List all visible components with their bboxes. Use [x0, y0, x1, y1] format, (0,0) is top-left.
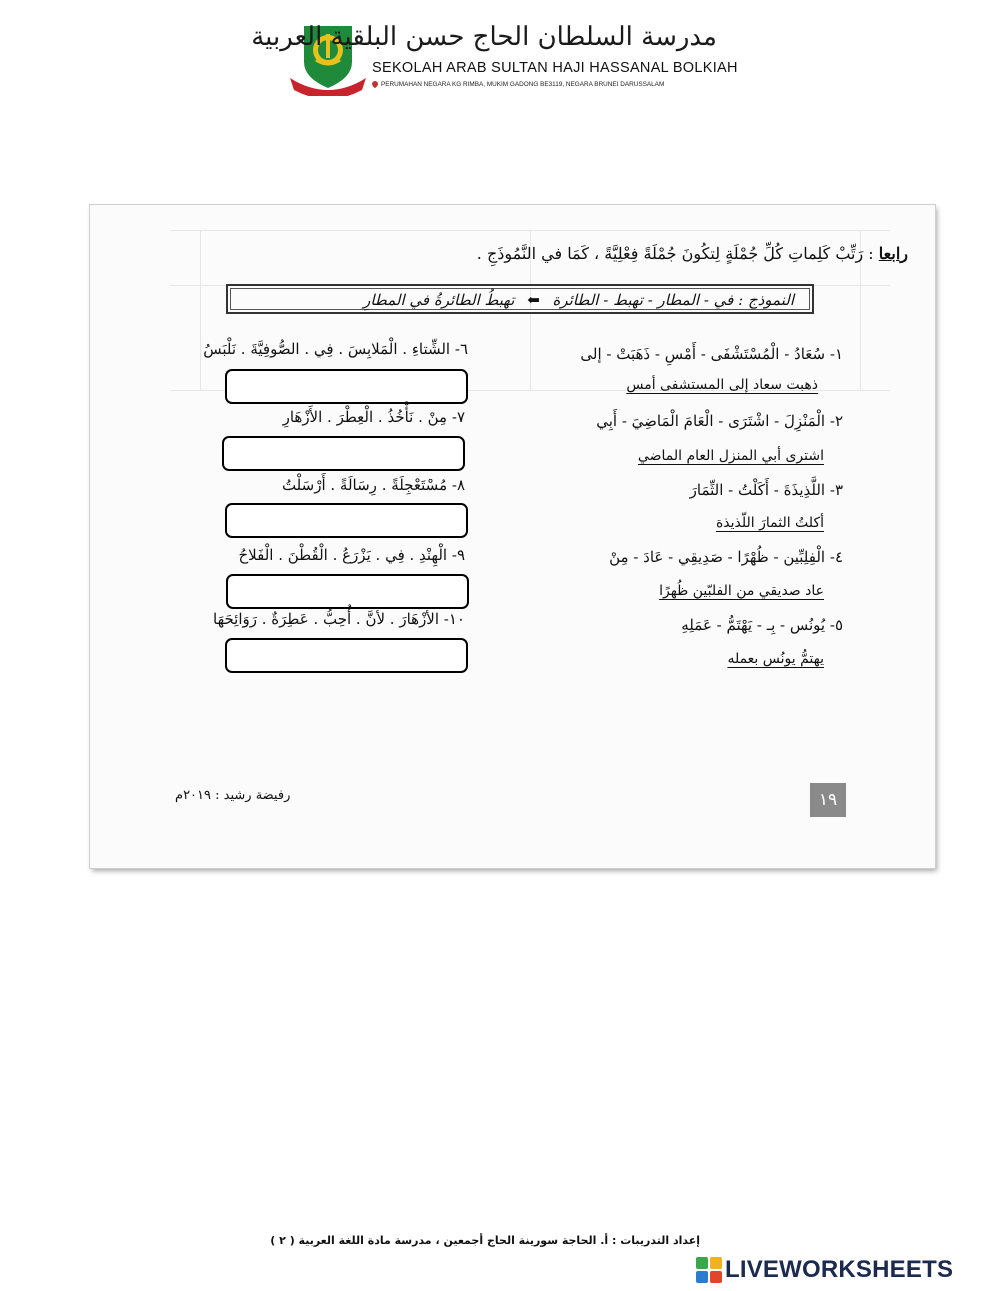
model-example-box [226, 284, 814, 314]
question-6: ٦- الشِّتاءِ . الْمَلابِسَ . فِي . الصُّوفِيَّةَ . نَلْبَسُ [203, 340, 468, 358]
bleed-through-line [200, 230, 201, 390]
question-3: ٣- اللَّذِيذَةَ - أَكَلْتُ - الثِّمَارَ [689, 481, 843, 499]
instruction-title [477, 244, 908, 263]
question-5: ٥- يُونُس - بِـ - يَهْتَمُّ - عَمَلِهِ [681, 616, 843, 634]
arrow-left-icon: ⬅ [527, 291, 540, 309]
liveworksheets-logo-icon [696, 1257, 722, 1283]
answer-5: يهتمُّ يونُس بعمله [727, 651, 824, 667]
answer-box-7[interactable] [222, 436, 465, 471]
answer-box-8[interactable] [225, 503, 468, 538]
location-pin-icon [371, 80, 379, 88]
answer-box-10[interactable] [225, 638, 468, 673]
answer-box-6[interactable] [225, 369, 468, 404]
model-label: النموذج : [738, 291, 794, 309]
question-2: ٢- الْمَنْزِلَ - اشْتَرَى - الْعَامَ الْمَاضِيَ - أَبِي [596, 412, 843, 430]
liveworksheets-brand[interactable] [696, 1255, 953, 1285]
model-answer: تهبطُ الطائرةُ في المطارِ [363, 291, 515, 309]
answer-2: اشترى أبي المنزل العام الماضي [637, 448, 824, 464]
answer-4: عاد صديقي من الفلبّين ظُهرًا [659, 583, 824, 599]
question-7: ٧- مِنْ . نَأْخُذُ . الْعِطْرَ . الأَزْهَارِ [282, 408, 465, 426]
question-8: ٨- مُسْتَعْجِلَةً . رِسَالَةً . أَرْسَلْتُ [281, 476, 465, 494]
title-text: : رَتِّبْ كَلِماتِ كُلِّ جُمْلَةٍ لِتكُونَ جُمْلَةً فِعْلِيَّةً ، كَمَا في النَّمُوذَجِ . [476, 244, 874, 263]
answer-3: أكلتُ الثمارَ اللّذيذة [715, 515, 824, 531]
school-name-arabic: مدرسة السلطان الحاج حسن البلقية العربية [251, 22, 717, 52]
model-example-text [363, 291, 794, 309]
page-author: رفيضة رشيد : ٢٠١٩م [175, 788, 291, 803]
school-name-english: SEKOLAH ARAB SULTAN HAJI HASSANAL BOLKIAH [372, 60, 738, 76]
brand-name: LIVEWORKSHEETS [725, 1256, 954, 1283]
page-number: ١٩ [810, 783, 846, 817]
address-text: PERUMAHAN NEGARA KG RIMBA, MUKIM GADONG BE3119, NEGARA BRUNEI DARUSSALAM [381, 81, 665, 88]
question-10: ١٠- الأَزْهَارَ . لأَنَّ . أُحِبُّ . عَطِرَةٌ . رَوَائِحَهَا [213, 610, 465, 628]
school-address [372, 81, 717, 88]
question-1: ١- سُعَادُ - الْمُسْتَشْفَى - أَمْسِ - ذَهَبَتْ - إلى [580, 345, 843, 363]
model-scrambled: في - المطار - تهبط - الطائرة [552, 291, 734, 309]
answer-box-9[interactable] [226, 574, 469, 609]
question-9: ٩- الْهِنْدِ . فِي . يَزْرَعُ . الْقُطْنَ . الْفَلاحُ [238, 546, 465, 564]
answer-1: ذهبت سعاد إلى المستشفى أمس [626, 377, 818, 393]
question-4: ٤- الْفِلِبِّين - ظُهْرًا - صَدِيقِي - عَادَ - مِنْ [609, 548, 843, 566]
title-label: رابعا [878, 244, 908, 263]
footer-credit: إعداد التدريبات : أ. الحاجة سورينة الحاج أجمعين ، مدرسة مادة اللغة العربية ( ٢ ) [270, 1234, 700, 1247]
